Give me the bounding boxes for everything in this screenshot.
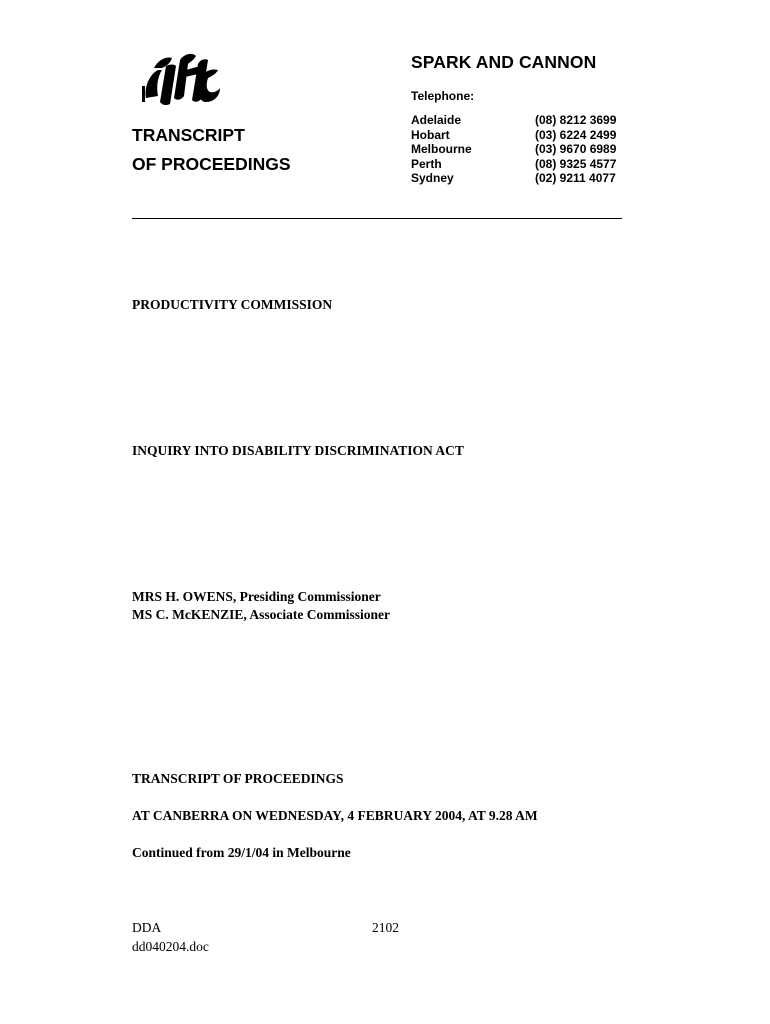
footer-file-name: dd040204.doc — [132, 939, 209, 954]
transcript-title-line-1: TRANSCRIPT — [132, 125, 245, 145]
office-city: Sydney — [411, 171, 454, 186]
office-city: Hobart — [411, 127, 450, 142]
footer-page-number: 2102 — [372, 920, 399, 935]
commission-name: PRODUCTIVITY COMMISSION — [132, 297, 333, 312]
presiding-commissioner: MRS H. OWENS, Presiding Commissioner — [132, 589, 381, 604]
office-city: Perth — [411, 156, 442, 171]
telephone-label: Telephone: — [411, 89, 475, 103]
office-city: Melbourne — [411, 142, 472, 157]
office-phone: (08) 9325 4577 — [535, 156, 617, 171]
office-phone: (03) 9670 6989 — [535, 142, 617, 157]
hearing-venue-date: AT CANBERRA ON WEDNESDAY, 4 FEBRUARY 2004, AT 9.28 AM — [132, 808, 538, 823]
header-divider — [132, 218, 622, 219]
office-row — [411, 113, 616, 128]
office-row — [411, 142, 616, 157]
office-row — [411, 128, 616, 143]
inquiry-title: INQUIRY INTO DISABILITY DISCRIMINATION ACT — [132, 443, 464, 458]
company-name: SPARK AND CANNON — [411, 52, 597, 72]
office-phone: (02) 9211 4077 — [535, 171, 616, 186]
associate-commissioner: MS C. McKENZIE, Associate Commissioner — [132, 607, 390, 622]
office-phone: (08) 8212 3699 — [535, 113, 617, 127]
spark-and-cannon-logo-icon — [140, 46, 224, 108]
transcript-title-line-2: OF PROCEEDINGS — [132, 154, 291, 174]
footer-document-code: DDA — [132, 920, 162, 935]
office-city: Adelaide — [411, 113, 462, 127]
office-row — [411, 171, 616, 186]
office-row — [411, 157, 616, 172]
office-phone: (03) 6224 2499 — [535, 127, 617, 142]
continued-note: Continued from 29/1/04 in Melbourne — [132, 845, 351, 860]
office-phone-list — [411, 113, 616, 186]
transcript-title — [132, 121, 291, 179]
transcript-heading: TRANSCRIPT OF PROCEEDINGS — [132, 771, 344, 786]
